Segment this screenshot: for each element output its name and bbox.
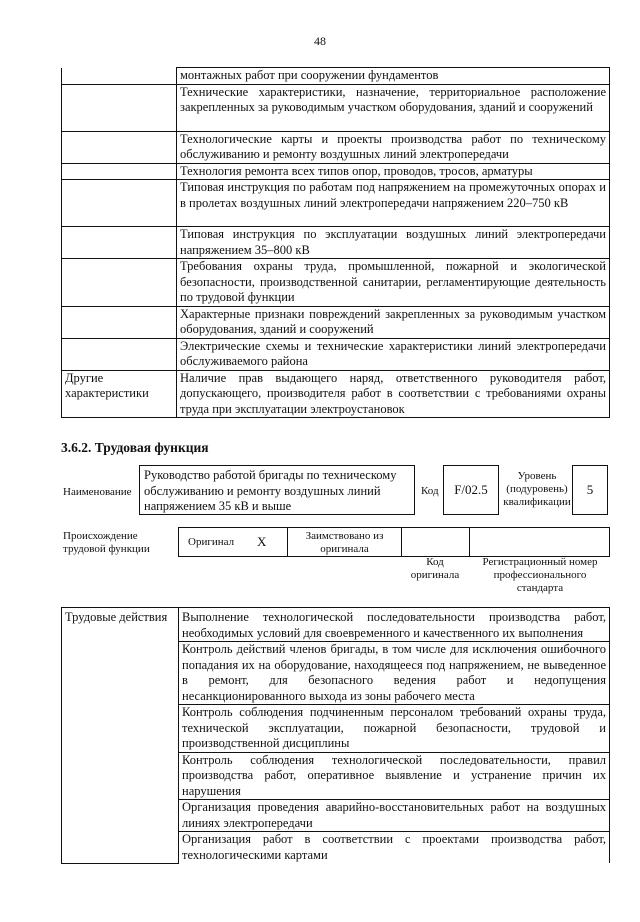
code-value: F/02.5 bbox=[454, 482, 488, 497]
code-caption: Код оригинала bbox=[410, 556, 460, 581]
row-text: Организация проведения аварийно-восстановительных работ на воздушных линиях электропередачи bbox=[179, 800, 610, 832]
level-value: 5 bbox=[586, 482, 594, 497]
borrowed-label: Заимствовано из оригинала bbox=[305, 530, 384, 555]
row-text: монтажных работ при сооружении фундаментов bbox=[177, 68, 610, 85]
row-text: Выполнение технологической последовательности производства работ, необходимых условий для своевременного и качественного их выполнения bbox=[179, 608, 610, 642]
knowledge-table bbox=[61, 67, 610, 418]
code-box bbox=[443, 465, 499, 515]
table-row bbox=[62, 68, 610, 85]
original-label: Оригинал bbox=[188, 536, 235, 548]
table-row bbox=[62, 131, 610, 163]
divider bbox=[469, 527, 470, 557]
labor-actions-label: Трудовые действия bbox=[62, 608, 179, 864]
table-row bbox=[62, 163, 610, 180]
row-label: Другие характеристики bbox=[62, 370, 177, 418]
function-name-box bbox=[139, 465, 415, 515]
original-mark: X bbox=[257, 534, 267, 549]
row-text: Технологические карты и проекты производства работ по техническому обслуживанию и ремонту воздушных линий электропередачи bbox=[177, 131, 610, 163]
table-row bbox=[62, 608, 610, 642]
name-label: Наименование bbox=[63, 486, 132, 498]
level-label: Уровень (подуровень) квалификации bbox=[503, 470, 571, 508]
origin-label: Происхождение трудовой функции bbox=[63, 530, 150, 555]
row-text: Наличие прав выдающего наряд, ответственного руководителя работ, допускающего, производителя работ в соответствии с требованиями охраны труда при эксплуатации электроустановок bbox=[177, 370, 610, 418]
row-text: Технические характеристики, назначение, территориальное расположение закрепленных за руководимым участком оборудования, зданий и сооружений bbox=[177, 84, 610, 131]
row-text: Типовая инструкция по работам под напряжением на промежуточных опорах и в пролетах воздушных линий электропередачи напряжением 220–750 кВ bbox=[177, 180, 610, 227]
row-label bbox=[62, 84, 177, 131]
row-text: Электрические схемы и технические характеристики линий электропередачи обслуживаемого района bbox=[177, 338, 610, 370]
row-text: Контроль действий членов бригады, в том числе для исключения ошибочного попадания их на оборудование, находящееся под напряжением, не выведенное в ремонт, для безопасного ведения работ и недопущения несанкционированного выхода из зоны рабочего места bbox=[179, 642, 610, 705]
row-text: Контроль соблюдения подчиненным персоналом требований охраны труда, технической эксплуатации, пожарной безопасности, трудовой и производственной дисциплины bbox=[179, 705, 610, 753]
table-row bbox=[62, 306, 610, 338]
row-label bbox=[62, 259, 177, 307]
row-label bbox=[62, 163, 177, 180]
row-label bbox=[62, 227, 177, 259]
table-row bbox=[62, 227, 610, 259]
row-label bbox=[62, 306, 177, 338]
labor-actions-table bbox=[61, 607, 610, 864]
row-label bbox=[62, 180, 177, 227]
reg-caption: Регистрационный номер профессионального стандарта bbox=[482, 556, 598, 594]
row-label bbox=[62, 131, 177, 163]
table-row bbox=[62, 259, 610, 307]
section-heading: 3.6.2. Трудовая функция bbox=[61, 440, 209, 455]
level-box bbox=[572, 465, 608, 515]
function-name: Руководство работой бригады по техническому обслуживанию и ремонту воздушных линий напряжением 35 кВ и выше bbox=[144, 468, 397, 513]
table-row bbox=[62, 338, 610, 370]
page-number: 48 bbox=[314, 34, 326, 48]
divider bbox=[287, 527, 288, 557]
row-text: Типовая инструкция по эксплуатации воздушных линий электропередачи напряжением 35–800 кВ bbox=[177, 227, 610, 259]
origin-box bbox=[178, 527, 610, 557]
row-text: Технология ремонта всех типов опор, проводов, тросов, арматуры bbox=[177, 163, 610, 180]
row-label bbox=[62, 338, 177, 370]
row-text: Требования охраны труда, промышленной, пожарной и экологической безопасности, производственной санитарии, регламентирующие деятельность по трудовой функции bbox=[177, 259, 610, 307]
code-label: Код bbox=[421, 485, 439, 497]
table-row bbox=[62, 370, 610, 418]
table-row bbox=[62, 180, 610, 227]
row-text: Организация работ в соответствии с проектами производства работ, технологическими картами bbox=[179, 832, 610, 864]
row-text: Контроль соблюдения технологической последовательности, правил производства работ, оперативное выявление и устранение причин их нарушения bbox=[179, 752, 610, 800]
table-row bbox=[62, 84, 610, 131]
row-text: Характерные признаки повреждений закрепленных за руководимым участком оборудования, зданий и сооружений bbox=[177, 306, 610, 338]
divider bbox=[401, 527, 402, 557]
row-label bbox=[62, 68, 177, 85]
